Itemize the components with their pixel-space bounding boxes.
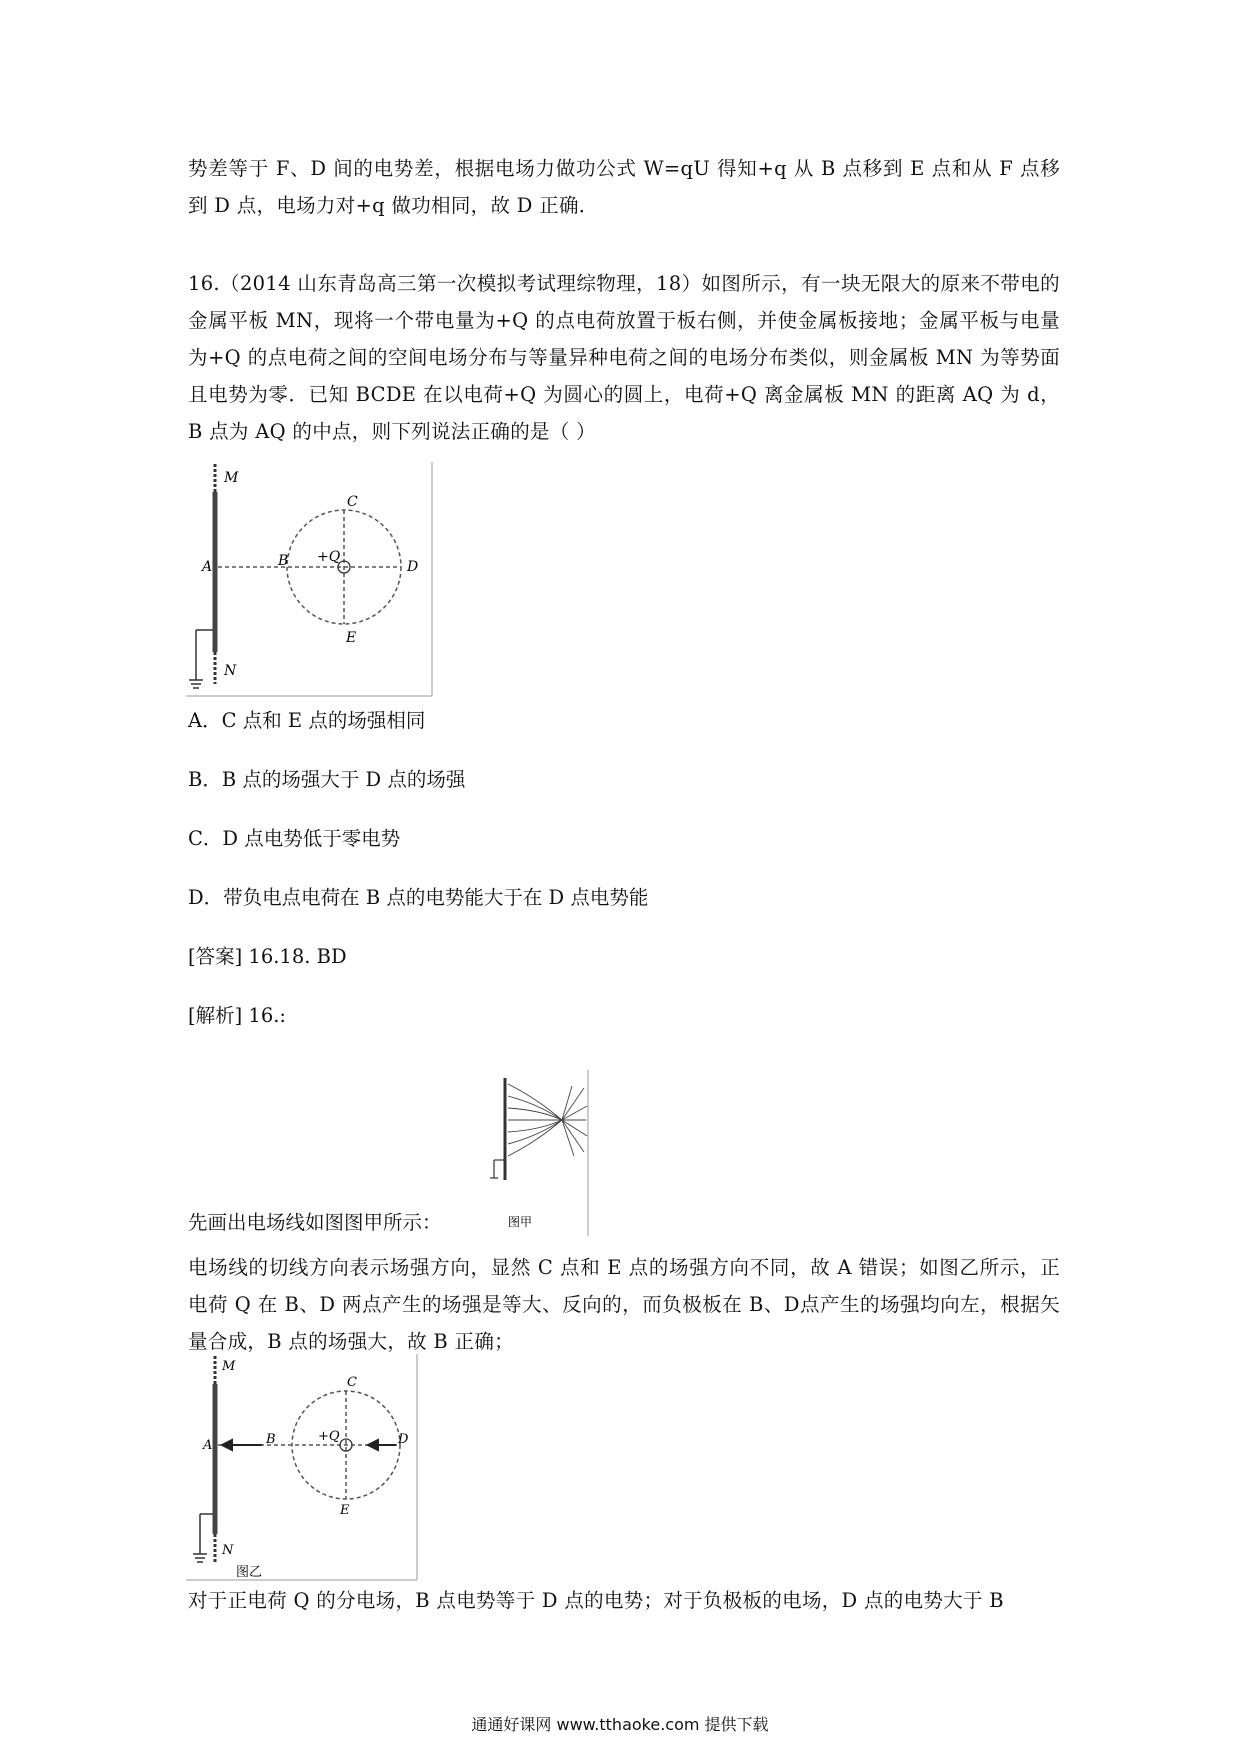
figure-jia-caption: 图甲 bbox=[508, 1215, 533, 1229]
question-paragraph: 16.（2014 山东青岛高三第一次模拟考试理综物理，18）如图所示，有一块无限大的原来不带电的金属平板 MN，现将一个带电量为+Q 的点电荷放置于板右侧，并使金属板接地；金属平板与电量为+Q 的点电荷之间的空间电场分布与等量异种电荷之间的电场分布类似，则金属板 MN 为等势面且电势为零．已知 BCDE 在以电荷+Q 为圆心的圆上，电荷+Q 离金属板 MN 的距离 AQ 为 d， B 点为 AQ 的中点，则下列说法正确的是（ ） bbox=[188, 272, 1060, 443]
intro-paragraph: 势差等于 F、D 间的电势差，根据电场力做功公式 W=qU 得知+q 从 B 点移到 E 点和从 F 点移到 D 点，电场力对+q 做功相同，故 D 正确． bbox=[188, 157, 1060, 217]
figure-yi-label-b: B bbox=[266, 1432, 276, 1447]
figure-yi-caption: 图乙 bbox=[236, 1565, 263, 1580]
main-figure bbox=[186, 462, 436, 702]
figure-yi-label-n: N bbox=[222, 1543, 234, 1558]
analysis-paragraph-3: 对于正电荷 Q 的分电场，B 点电势等于 D 点的电势；对于负极板的电场，D 点的电势大于 B bbox=[188, 1589, 1004, 1612]
figure-yi-label-c: C bbox=[347, 1375, 357, 1390]
option-a: A．C 点和 E 点的场强相同 bbox=[188, 709, 426, 732]
field-line-intro: 先画出电场线如图图甲所示： bbox=[188, 1211, 442, 1234]
label-m: M bbox=[224, 470, 239, 486]
label-charge: +Q bbox=[317, 549, 341, 565]
label-e: E bbox=[346, 630, 357, 646]
figure-yi-label-charge: +Q bbox=[318, 1429, 340, 1444]
field-lines bbox=[508, 1084, 587, 1156]
analysis-label: [解析] 16.: bbox=[188, 1004, 286, 1027]
option-d: D．带负电点电荷在 B 点的电势能大于在 D 点电势能 bbox=[188, 886, 649, 909]
option-c: C．D 点电势低于零电势 bbox=[188, 827, 401, 850]
answer-line: [答案] 16.18. BD bbox=[188, 945, 347, 968]
analysis-paragraph-2: 电场线的切线方向表示场强方向，显然 C 点和 E 点的场强方向不同，故 A 错误；如图乙所示，正电荷 Q 在 B、D 两点产生的场强是等大、反向的，而负极板在 B、D点产生的场强均向左，根据矢量合成，B 点的场强大，故 B 正确； bbox=[188, 1256, 1060, 1353]
label-n: N bbox=[224, 663, 237, 679]
label-c: C bbox=[347, 494, 358, 510]
figure-yi bbox=[186, 1354, 422, 1584]
figure-yi-label-m: M bbox=[222, 1359, 236, 1374]
figure-yi-label-d: D bbox=[398, 1432, 409, 1447]
figure-yi-label-a: A bbox=[203, 1438, 213, 1453]
figure-yi-label-e: E bbox=[340, 1503, 350, 1518]
label-d: D bbox=[407, 559, 419, 575]
figure-jia bbox=[488, 1068, 598, 1238]
label-a: A bbox=[202, 559, 213, 575]
option-b: B．B 点的场强大于 D 点的场强 bbox=[188, 768, 466, 791]
label-b: B bbox=[278, 553, 289, 569]
page-footer: 通通好课网 www.tthaoke.com 提供下载 bbox=[471, 1715, 769, 1734]
